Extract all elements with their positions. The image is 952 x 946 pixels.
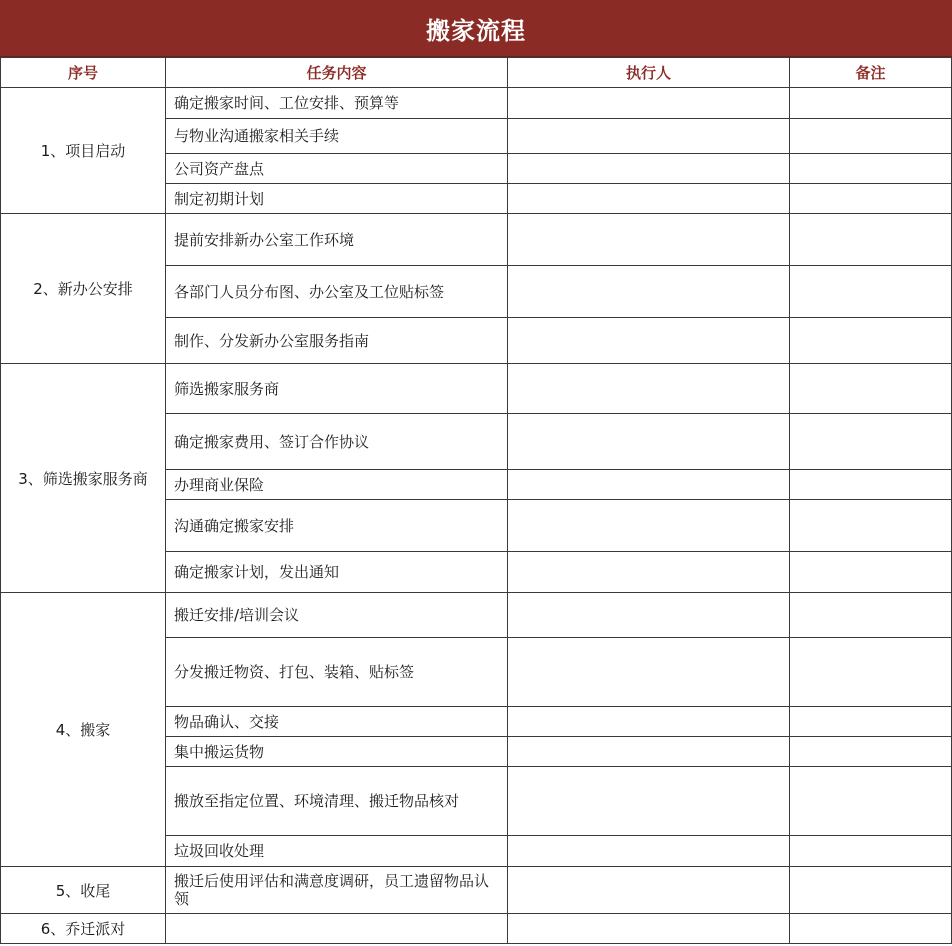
- phase-cell-3[interactable]: 3、筛选搬家服务商: [1, 364, 166, 593]
- table-row: [1, 867, 952, 914]
- header-executor[interactable]: 执行人: [508, 58, 790, 88]
- task-cell[interactable]: 搬迁后使用评估和满意度调研，员工遗留物品认领: [166, 867, 508, 914]
- notes-cell[interactable]: [790, 500, 952, 552]
- header-task[interactable]: 任务内容: [166, 58, 508, 88]
- executor-cell[interactable]: [508, 119, 790, 154]
- phase-cell-1[interactable]: 1、项目启动: [1, 88, 166, 214]
- header-notes[interactable]: 备注: [790, 58, 952, 88]
- task-cell[interactable]: 确定搬家费用、签订合作协议: [166, 414, 508, 470]
- notes-cell[interactable]: [790, 184, 952, 214]
- executor-cell[interactable]: [508, 836, 790, 867]
- task-cell[interactable]: 确定搬家时间、工位安排、预算等: [166, 88, 508, 119]
- header-row: [1, 58, 952, 88]
- header-seq[interactable]: 序号: [1, 58, 166, 88]
- task-cell[interactable]: 分发搬迁物资、打包、装箱、贴标签: [166, 638, 508, 707]
- executor-cell[interactable]: [508, 266, 790, 318]
- task-cell[interactable]: 制作、分发新办公室服务指南: [166, 318, 508, 364]
- executor-cell[interactable]: [508, 364, 790, 414]
- executor-cell[interactable]: [508, 638, 790, 707]
- notes-cell[interactable]: [790, 836, 952, 867]
- executor-cell[interactable]: [508, 914, 790, 944]
- notes-cell[interactable]: [790, 638, 952, 707]
- task-cell[interactable]: [166, 914, 508, 944]
- task-cell[interactable]: 制定初期计划: [166, 184, 508, 214]
- table-row: [1, 593, 952, 638]
- executor-cell[interactable]: [508, 214, 790, 266]
- task-cell[interactable]: 确定搬家计划，发出通知: [166, 552, 508, 593]
- phase-cell-4[interactable]: 4、搬家: [1, 593, 166, 867]
- task-cell[interactable]: 提前安排新办公室工作环境: [166, 214, 508, 266]
- executor-cell[interactable]: [508, 552, 790, 593]
- notes-cell[interactable]: [790, 552, 952, 593]
- executor-cell[interactable]: [508, 318, 790, 364]
- table-row: [1, 214, 952, 266]
- notes-cell[interactable]: [790, 593, 952, 638]
- notes-cell[interactable]: [790, 318, 952, 364]
- notes-cell[interactable]: [790, 470, 952, 500]
- task-cell[interactable]: 垃圾回收处理: [166, 836, 508, 867]
- executor-cell[interactable]: [508, 737, 790, 767]
- notes-cell[interactable]: [790, 266, 952, 318]
- task-cell[interactable]: 与物业沟通搬家相关手续: [166, 119, 508, 154]
- table-row: [1, 914, 952, 944]
- task-cell[interactable]: 筛选搬家服务商: [166, 364, 508, 414]
- executor-cell[interactable]: [508, 414, 790, 470]
- task-cell[interactable]: 公司资产盘点: [166, 154, 508, 184]
- task-cell[interactable]: 沟通确定搬家安排: [166, 500, 508, 552]
- notes-cell[interactable]: [790, 767, 952, 836]
- executor-cell[interactable]: [508, 88, 790, 119]
- table-row: [1, 364, 952, 414]
- executor-cell[interactable]: [508, 767, 790, 836]
- executor-cell[interactable]: [508, 593, 790, 638]
- phase-cell-5[interactable]: 5、收尾: [1, 867, 166, 914]
- phase-cell-2[interactable]: 2、新办公安排: [1, 214, 166, 364]
- task-cell[interactable]: 搬放至指定位置、环境清理、搬迁物品核对: [166, 767, 508, 836]
- executor-cell[interactable]: [508, 470, 790, 500]
- task-cell[interactable]: 各部门人员分布图、办公室及工位贴标签: [166, 266, 508, 318]
- task-cell[interactable]: 办理商业保险: [166, 470, 508, 500]
- notes-cell[interactable]: [790, 737, 952, 767]
- notes-cell[interactable]: [790, 88, 952, 119]
- notes-cell[interactable]: [790, 414, 952, 470]
- notes-cell[interactable]: [790, 364, 952, 414]
- phase-cell-6[interactable]: 6、乔迁派对: [1, 914, 166, 944]
- sheet-title: 搬家流程: [0, 0, 952, 57]
- notes-cell[interactable]: [790, 914, 952, 944]
- task-cell[interactable]: 集中搬运货物: [166, 737, 508, 767]
- process-table: [0, 57, 952, 944]
- executor-cell[interactable]: [508, 184, 790, 214]
- notes-cell[interactable]: [790, 154, 952, 184]
- notes-cell[interactable]: [790, 867, 952, 914]
- notes-cell[interactable]: [790, 707, 952, 737]
- executor-cell[interactable]: [508, 707, 790, 737]
- executor-cell[interactable]: [508, 154, 790, 184]
- executor-cell[interactable]: [508, 867, 790, 914]
- executor-cell[interactable]: [508, 500, 790, 552]
- notes-cell[interactable]: [790, 214, 952, 266]
- table-row: [1, 88, 952, 119]
- task-cell[interactable]: 搬迁安排/培训会议: [166, 593, 508, 638]
- task-cell[interactable]: 物品确认、交接: [166, 707, 508, 737]
- notes-cell[interactable]: [790, 119, 952, 154]
